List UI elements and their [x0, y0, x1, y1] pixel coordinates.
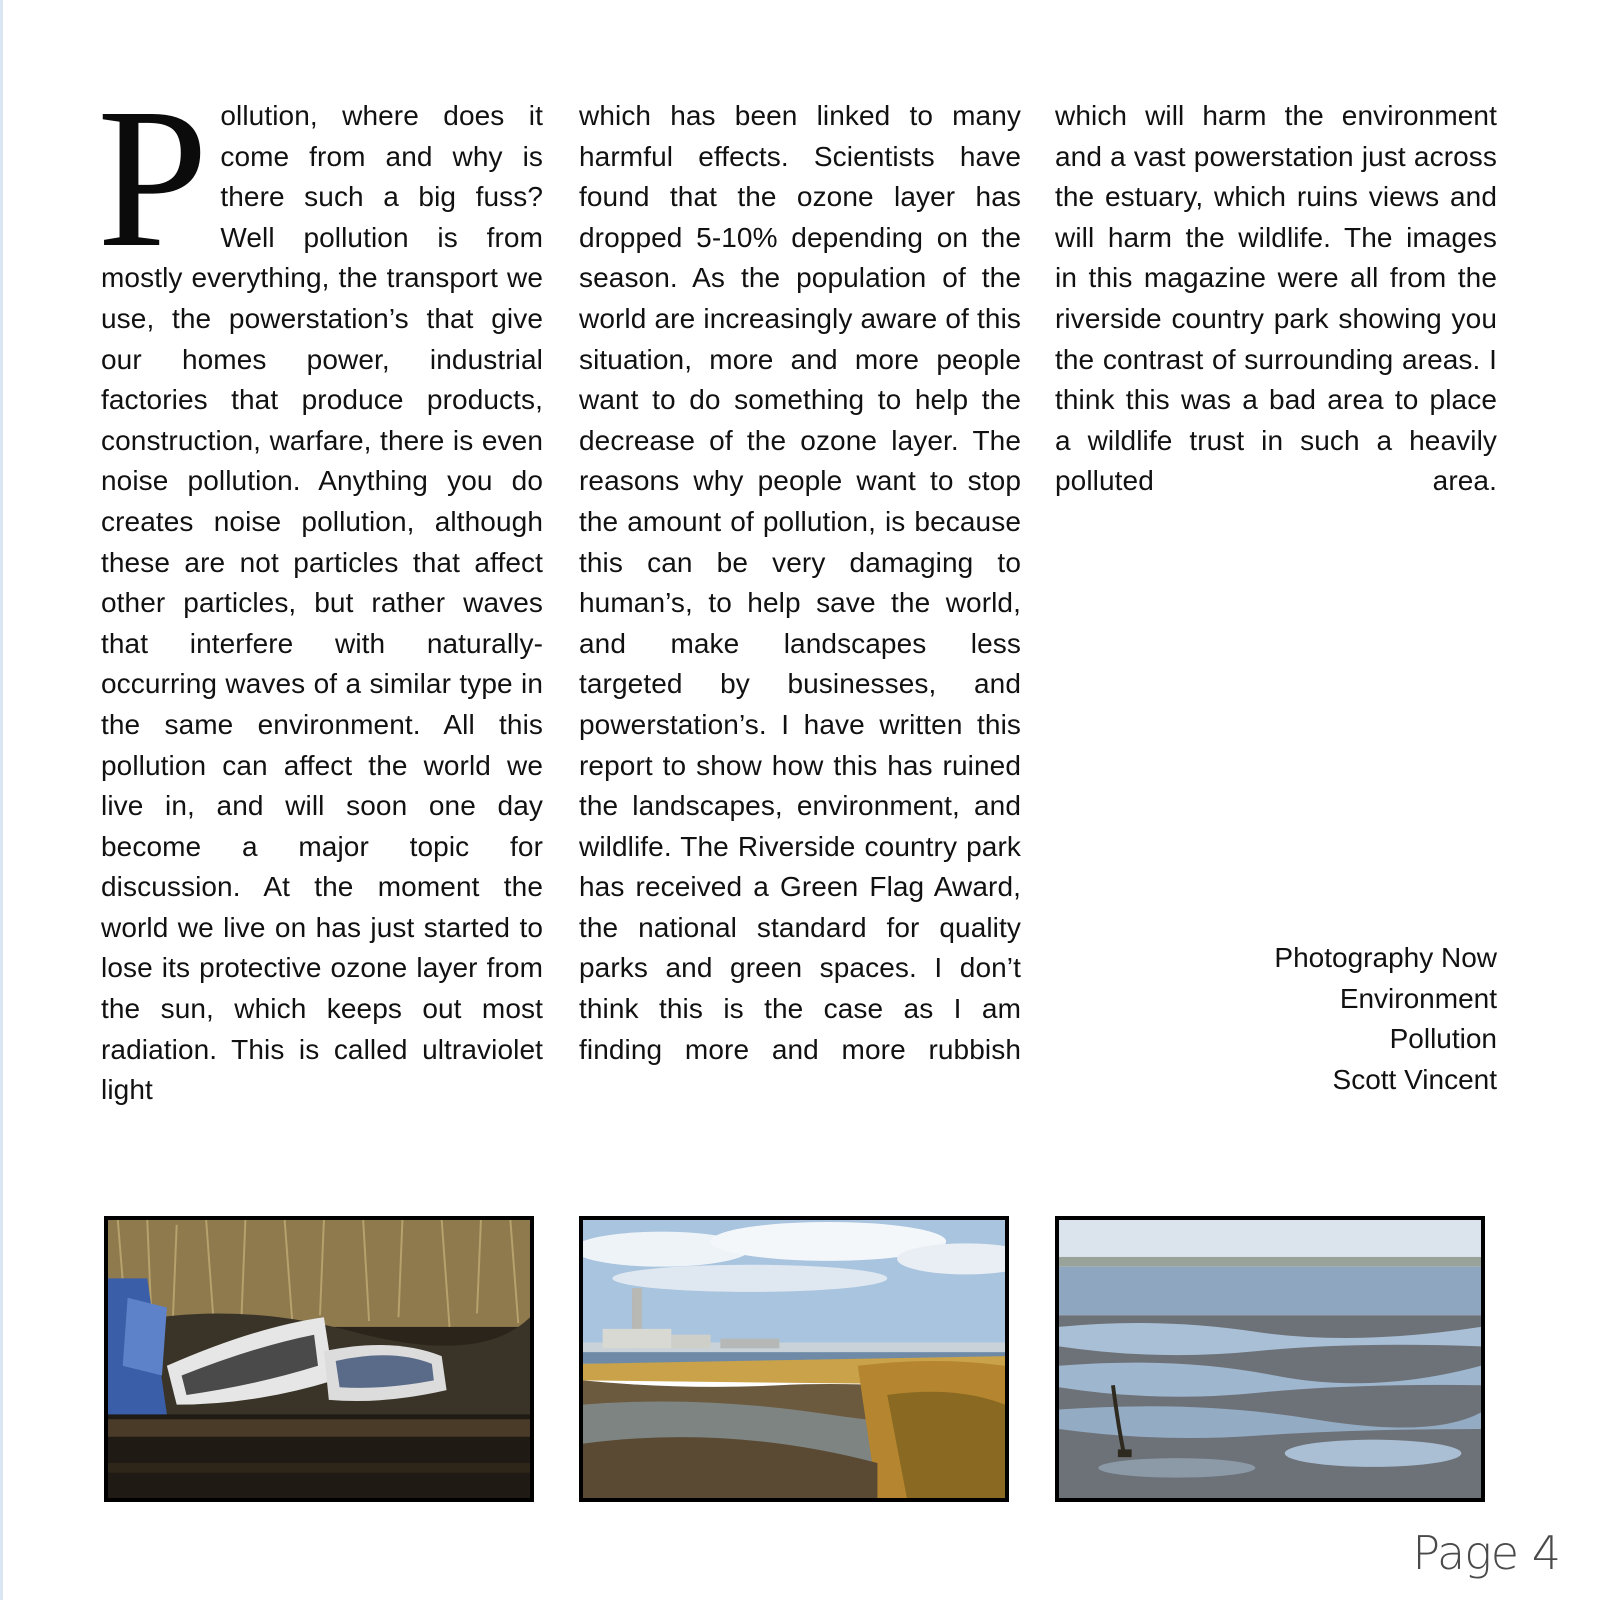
power-station-photo-illustration [583, 1220, 1005, 1498]
article-column-1 [97, 68, 543, 1111]
credit-author: Scott Vincent [1332, 1063, 1497, 1095]
article-column-3-text: which will harm the environment and a vast powerstation just across the estuary, which ruins views and will harm the wildlife. The images in this magazine were all from the riverside country park showing you the contrast of surrounding areas. I think this was a bad area to place a wildlife trust in such a heavily polluted area. [1055, 100, 1497, 497]
drop-cap: P [97, 68, 209, 289]
credit-magazine: Photography Now [1274, 942, 1497, 973]
photo-power-station [579, 1216, 1009, 1502]
article-column-2 [579, 96, 1021, 1070]
credit-topic: Pollution [1389, 1023, 1497, 1055]
credits-block [1160, 938, 1497, 1100]
article-column-3 [1055, 96, 1497, 502]
boats-photo-illustration [108, 1220, 530, 1498]
photo-mudflats [1055, 1216, 1485, 1502]
page-number: Page 4 [1412, 1526, 1560, 1580]
article-column-1-text: ollution, where does it come from and why is there such a big fuss? Well pollution is from mostly everything, the transport we use, the powerstation’s that give our homes power, industrial factories that produce products, construction, warfare, there is even noise pollution. Anything you do creates noise pollution, although these are not particles that affect other particles, but rather waves that interfere with naturally-occurring waves of a similar type in the same environment. All this pollution can affect the world we live in, and will soon one day become a major topic for discussion. At the moment the world we live on has just started to lose its protective ozone layer from the sun, which keeps out most radiation. This is called ultraviolet light [101, 100, 543, 1106]
page-edge-line [0, 0, 3, 1600]
article-column-2-text: which has been linked to many harmful effects. Scientists have found that the ozone layer has dropped 5-10% depending on the season. As the population of the world are increasingly aware of this situation, more and more people want to do something to help the decrease of the ozone layer. The reasons why people want to stop the amount of pollution, is because this can be very damaging to human’s, to help save the world, and make landscapes less targeted by businesses, and powerstation’s. I have written this report to show how this has ruined the landscapes, environment, and wildlife. The Riverside country park has received a Green Flag Award, the national standard for quality parks and green spaces. I don’t think this is the case as I am finding more and more rubbish [579, 100, 1021, 1065]
mudflats-photo-illustration [1059, 1220, 1481, 1498]
photo-boats [104, 1216, 534, 1502]
credit-section: Environment [1339, 982, 1497, 1014]
